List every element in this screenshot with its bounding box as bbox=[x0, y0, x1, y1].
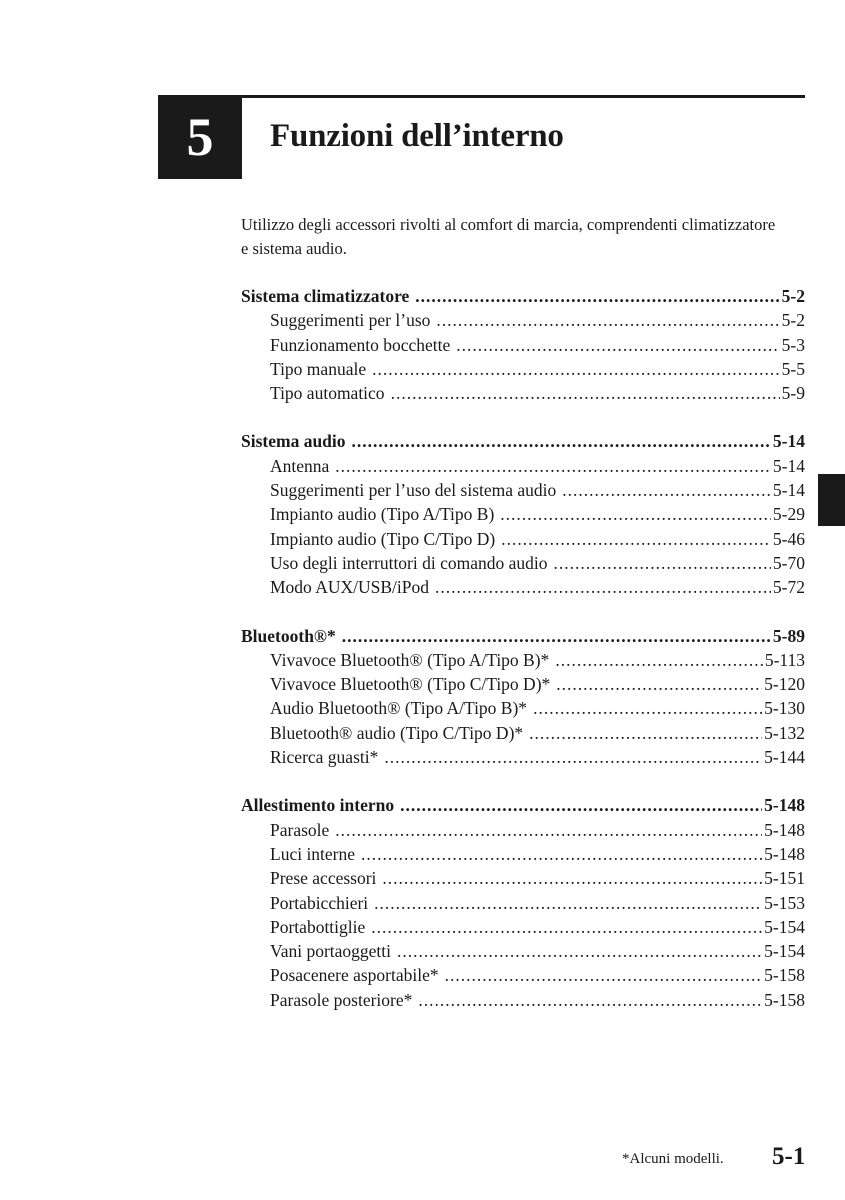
dot-leader bbox=[500, 502, 771, 526]
chapter-intro: Utilizzo degli accessori rivolti al comfort di marcia, comprendenti climatizzatore e sistema audio. bbox=[241, 215, 776, 258]
toc-entry-label: Sistema audio bbox=[241, 431, 346, 452]
toc-entry[interactable] bbox=[241, 915, 805, 939]
dot-leader bbox=[374, 891, 762, 915]
toc-entry-page: 5-144 bbox=[764, 747, 805, 768]
toc-entry[interactable] bbox=[241, 527, 805, 551]
dot-leader bbox=[555, 648, 763, 672]
toc-entry-label: Tipo automatico bbox=[270, 383, 385, 404]
dot-leader bbox=[382, 866, 762, 890]
toc-entry[interactable] bbox=[241, 939, 805, 963]
toc-entry[interactable] bbox=[241, 842, 805, 866]
dot-leader bbox=[371, 915, 762, 939]
toc-entry-page: 5-151 bbox=[764, 868, 805, 889]
dot-leader bbox=[400, 793, 762, 817]
toc-entry-label: Parasole bbox=[270, 819, 330, 840]
toc-section bbox=[241, 284, 805, 405]
dot-leader bbox=[533, 696, 762, 720]
toc-section-heading[interactable] bbox=[241, 793, 805, 817]
dot-leader bbox=[562, 478, 771, 502]
dot-leader bbox=[501, 527, 771, 551]
dot-leader bbox=[372, 357, 780, 381]
toc-entry-page: 5-14 bbox=[772, 431, 805, 452]
toc-entry-page: 5-14 bbox=[772, 455, 805, 476]
footnote: *Alcuni modelli. bbox=[622, 1151, 724, 1167]
toc-entry-label: Luci interne bbox=[270, 843, 356, 864]
toc-entry-page: 5-153 bbox=[764, 892, 805, 913]
toc-section-heading[interactable] bbox=[241, 429, 805, 453]
toc-entry-label: Allestimento interno bbox=[241, 795, 395, 816]
dot-leader bbox=[435, 575, 771, 599]
toc-entry-label: Uso degli interruttori di comando audio bbox=[270, 552, 548, 573]
toc-entry-label: Impianto audio (Tipo A/Tipo B) bbox=[270, 504, 495, 525]
toc-entry-page: 5-148 bbox=[764, 819, 805, 840]
dot-leader bbox=[361, 842, 762, 866]
toc-entry-page: 5-158 bbox=[764, 965, 805, 986]
toc-entry-label: Bluetooth®* bbox=[241, 625, 336, 646]
toc-entry-label: Tipo manuale bbox=[270, 358, 367, 379]
dot-leader bbox=[418, 988, 762, 1012]
toc-entry-label: Vivavoce Bluetooth® (Tipo A/Tipo B)* bbox=[270, 649, 550, 670]
dot-leader bbox=[554, 551, 771, 575]
dot-leader bbox=[529, 721, 762, 745]
dot-leader bbox=[352, 429, 771, 453]
toc-entry-label: Suggerimenti per l’uso del sistema audio bbox=[270, 480, 557, 501]
toc-entry[interactable] bbox=[241, 502, 805, 526]
dot-leader bbox=[397, 939, 762, 963]
toc-entry[interactable] bbox=[241, 575, 805, 599]
table-of-contents bbox=[241, 284, 805, 1036]
toc-section bbox=[241, 793, 805, 1012]
toc-entry[interactable] bbox=[241, 308, 805, 332]
toc-section-heading[interactable] bbox=[241, 284, 805, 308]
toc-entry-label: Vivavoce Bluetooth® (Tipo C/Tipo D)* bbox=[270, 674, 551, 695]
dot-leader bbox=[456, 333, 779, 357]
toc-entry-label: Impianto audio (Tipo C/Tipo D) bbox=[270, 528, 496, 549]
toc-entry[interactable] bbox=[241, 648, 805, 672]
toc-entry[interactable] bbox=[241, 454, 805, 478]
toc-entry-label: Ricerca guasti* bbox=[270, 747, 379, 768]
toc-section bbox=[241, 624, 805, 770]
toc-entry-page: 5-29 bbox=[772, 504, 805, 525]
toc-section bbox=[241, 429, 805, 599]
toc-entry-page: 5-72 bbox=[772, 577, 805, 598]
toc-entry[interactable] bbox=[241, 696, 805, 720]
chapter-side-tab bbox=[818, 474, 845, 526]
dot-leader bbox=[415, 284, 779, 308]
page-number: 5-1 bbox=[772, 1143, 806, 1170]
toc-entry[interactable] bbox=[241, 721, 805, 745]
dot-leader bbox=[436, 308, 779, 332]
toc-entry-page: 5-70 bbox=[772, 552, 805, 573]
toc-entry-label: Audio Bluetooth® (Tipo A/Tipo B)* bbox=[270, 698, 528, 719]
toc-entry-page: 5-89 bbox=[772, 625, 805, 646]
toc-entry-page: 5-158 bbox=[764, 989, 805, 1010]
toc-entry-label: Portabottiglie bbox=[270, 916, 366, 937]
toc-entry-page: 5-132 bbox=[764, 722, 805, 743]
toc-section-heading[interactable] bbox=[241, 624, 805, 648]
toc-entry-label: Bluetooth® audio (Tipo C/Tipo D)* bbox=[270, 722, 524, 743]
toc-entry[interactable] bbox=[241, 357, 805, 381]
header-rule bbox=[158, 95, 805, 98]
dot-leader bbox=[556, 672, 762, 696]
toc-entry-page: 5-148 bbox=[764, 795, 805, 816]
dot-leader bbox=[335, 818, 762, 842]
dot-leader bbox=[335, 454, 771, 478]
chapter-number-box bbox=[158, 95, 242, 179]
toc-entry-page: 5-46 bbox=[772, 528, 805, 549]
toc-entry-page: 5-120 bbox=[764, 674, 805, 695]
toc-entry[interactable] bbox=[241, 478, 805, 502]
toc-entry-page: 5-14 bbox=[772, 480, 805, 501]
toc-entry[interactable] bbox=[241, 381, 805, 405]
toc-entry-label: Vani portaoggetti bbox=[270, 941, 392, 962]
toc-entry[interactable] bbox=[241, 988, 805, 1012]
toc-entry-label: Sistema climatizzatore bbox=[241, 286, 410, 306]
toc-entry[interactable] bbox=[241, 551, 805, 575]
toc-entry-page: 5-113 bbox=[764, 649, 805, 670]
toc-entry-page: 5-148 bbox=[764, 843, 805, 864]
toc-entry-label: Suggerimenti per l’uso bbox=[270, 310, 431, 331]
toc-entry[interactable] bbox=[241, 891, 805, 915]
toc-entry-page: 5-5 bbox=[781, 358, 805, 379]
dot-leader bbox=[384, 745, 762, 769]
chapter-number: 5 bbox=[186, 107, 214, 167]
toc-entry-page: 5-154 bbox=[764, 916, 805, 937]
toc-entry-page: 5-130 bbox=[764, 698, 805, 719]
toc-entry-label: Portabicchieri bbox=[270, 892, 369, 913]
toc-entry-label: Funzionamento bocchette bbox=[270, 334, 451, 355]
dot-leader bbox=[342, 624, 771, 648]
toc-entry[interactable] bbox=[241, 818, 805, 842]
toc-entry-label: Prese accessori bbox=[270, 868, 377, 889]
toc-entry[interactable] bbox=[241, 963, 805, 987]
dot-leader bbox=[391, 381, 780, 405]
dot-leader bbox=[445, 963, 763, 987]
toc-entry[interactable] bbox=[241, 333, 805, 357]
toc-entry-label: Antenna bbox=[270, 455, 330, 476]
toc-entry-page: 5-2 bbox=[781, 310, 805, 331]
toc-entry-label: Posacenere asportabile* bbox=[270, 965, 439, 986]
toc-entry[interactable] bbox=[241, 866, 805, 890]
chapter-title: Funzioni dell’interno bbox=[270, 118, 564, 154]
toc-entry-label: Parasole posteriore* bbox=[270, 989, 413, 1010]
toc-entry-page: 5-3 bbox=[781, 334, 805, 355]
toc-entry-page: 5-154 bbox=[764, 941, 805, 962]
toc-entry-page: 5-9 bbox=[781, 383, 805, 404]
toc-entry[interactable] bbox=[241, 672, 805, 696]
toc-entry-label: Modo AUX/USB/iPod bbox=[270, 577, 429, 598]
toc-entry-page: 5-2 bbox=[781, 286, 805, 306]
toc-entry[interactable] bbox=[241, 745, 805, 769]
